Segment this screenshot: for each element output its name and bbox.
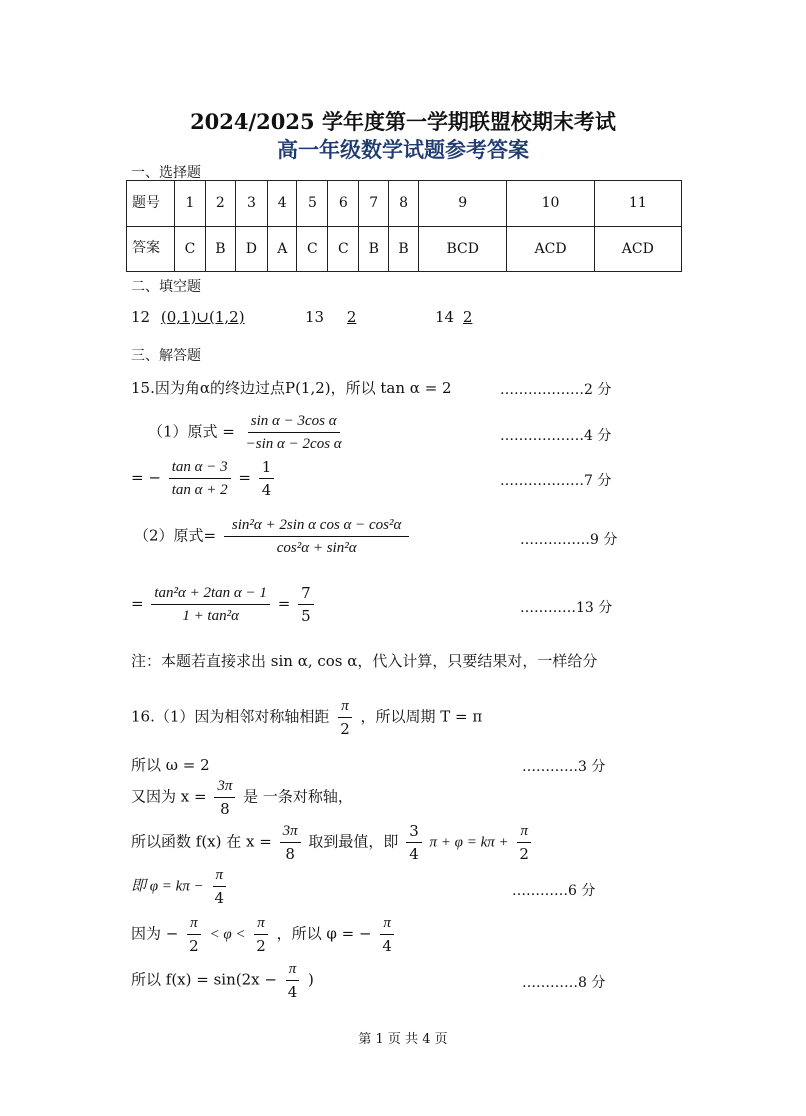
q-number: 1 (175, 181, 206, 227)
q15-note: 注：本题若直接求出 sin α, cos α，代入计算，只要结果对，一样给分 (131, 652, 598, 670)
q15-p1b-fraction (169, 458, 231, 499)
q-answer: A (268, 226, 297, 272)
q16-line4-c: π + φ = kπ + (429, 834, 509, 851)
q-number: 7 (359, 181, 389, 227)
q16-pi-b: π (517, 822, 531, 843)
row-label-answer: 答案 (127, 226, 175, 272)
q16-3-over-4 (406, 822, 422, 863)
q-number: 4 (268, 181, 297, 227)
q16-line3 (131, 777, 353, 818)
q-number: 5 (297, 181, 328, 227)
q16-3pi-b: 3π (280, 822, 301, 843)
section-solution-heading: 三、解答题 (131, 348, 201, 364)
q16-line7-a: 所以 f(x) = sin(2x − (131, 970, 277, 989)
q16-pi-g: π (286, 960, 300, 981)
table-row-answers (127, 226, 682, 272)
q-answer: B (359, 226, 389, 272)
q16-pi-e: π (254, 914, 268, 935)
q16-line5-a: 即 φ = kπ − (131, 878, 204, 895)
q-answer: ACD (594, 226, 681, 272)
q-number: 10 (507, 181, 594, 227)
q15-score3: ………………7 分 (500, 473, 612, 489)
fill-q12 (131, 308, 263, 326)
q16-line4-b: 取到最值，即 (308, 832, 399, 851)
q16-pi-c: π (213, 866, 227, 887)
q16-two-d: 2 (256, 937, 266, 955)
q16-eight-b: 8 (285, 845, 295, 863)
q15-p2b-numerator: tan²α + 2tan α − 1 (151, 584, 270, 605)
q-answer: C (328, 226, 359, 272)
q15-part2 (134, 516, 412, 557)
q15-score4: ……………9 分 (520, 532, 618, 548)
q16-four-c: 4 (382, 937, 392, 955)
section-fill-heading: 二、填空题 (131, 279, 201, 295)
q15-p1-fraction (243, 412, 345, 453)
q16-pi-over-2-b (516, 822, 532, 863)
q16-pi-d: π (187, 914, 201, 935)
q16-score1: …………3 分 (522, 759, 606, 775)
q16-line1-b: ，所以周期 T = π (360, 707, 483, 726)
q16-four-b: 4 (214, 889, 225, 907)
q-answer: D (235, 226, 267, 272)
q15-p1b-result (259, 458, 275, 499)
q16-pi-over-2-d (253, 914, 269, 955)
q15-p1-numerator: sin α − 3cos α (248, 412, 340, 433)
q16-line6-c: ，所以 φ = − (276, 924, 372, 943)
q16-line5 (131, 866, 230, 907)
q-number: 6 (328, 181, 359, 227)
row-label-number: 题号 (127, 181, 175, 227)
q16-four: 4 (409, 845, 419, 863)
q-number: 3 (235, 181, 267, 227)
q16-line3-b: 是 一条对称轴， (243, 787, 353, 806)
q-answer: C (175, 226, 206, 272)
q16-line1-a: 16.（1）因为相邻对称轴相距 (131, 707, 330, 726)
q16-line4 (131, 822, 535, 863)
q15-p2-prefix: （2）原式= (134, 526, 217, 545)
q15-p2b-denominator: 1 + tan²α (182, 608, 239, 624)
q15-part2-b: = $\frac{\text{tan²α + 2tan α − 1}}{\text{1 + tan²α}}$ = $\frac{7}{5}$ (131, 584, 317, 625)
q-answer: B (205, 226, 235, 272)
q15-p1b-numerator: tan α − 3 (169, 458, 231, 479)
q16-line1 (131, 697, 482, 738)
q15-score1: ………………2 分 (500, 382, 612, 398)
q12-answer: (0,1)∪(1,2) (160, 308, 245, 326)
q-answer: ACD (507, 226, 594, 272)
q13-label: 13 (305, 308, 325, 326)
q16-pi-over-4-b (379, 914, 395, 955)
q16-score2: …………6 分 (512, 883, 596, 899)
q15-p2-numerator: sin²α + 2sin α cos α − cos²α (224, 516, 409, 537)
q15-p1b-prefix: = − (131, 468, 161, 487)
q15-p2b-fraction (151, 584, 270, 625)
q16-pi-over-2 (337, 697, 353, 738)
q16-line3-a: 又因为 x = (131, 787, 207, 806)
fill-q13 (305, 308, 378, 326)
q15-p2-denominator: cos²α + sin²α (276, 540, 357, 556)
q16-eight: 8 (220, 800, 230, 818)
q16-line2: 所以 ω = 2 (131, 756, 210, 774)
q16-two-b: 2 (519, 845, 529, 863)
q-answer: B (389, 226, 419, 272)
q15-p2b-result-num: 7 (298, 584, 314, 605)
q-number: 11 (594, 181, 681, 227)
q-number: 2 (205, 181, 235, 227)
q16-line7-b: ) (308, 970, 314, 989)
q15-score2: ………………4 分 (500, 428, 612, 444)
q16-line6 (131, 914, 398, 955)
q15-p2b-result (298, 584, 314, 625)
q15-part1 (148, 412, 348, 453)
answer-table (126, 180, 682, 272)
q13-answer: 2 (346, 308, 357, 326)
q15-score5: …………13 分 (520, 600, 613, 616)
q14-answer: 2 (462, 308, 473, 326)
q16-two: 2 (340, 720, 350, 738)
q15-p1b-denominator: tan α + 2 (171, 482, 228, 498)
q16-line6-b: < φ < (209, 926, 246, 943)
q16-3pi-over-8-b (280, 822, 301, 863)
q16-pi: π (338, 697, 352, 718)
q15-p2-fraction (224, 516, 409, 557)
q16-3pi: 3π (214, 777, 235, 798)
q15-p1b-result-num: 1 (259, 458, 275, 479)
page-footer: 第 1 页 共 4 页 (358, 1032, 448, 1047)
section-choice-heading: 一、选择题 (131, 165, 201, 181)
q15-p2b-result-den: 5 (301, 607, 311, 625)
document-subtitle: 高一年级数学试题参考答案 (277, 137, 529, 162)
fill-q14 (435, 308, 488, 326)
q12-label: 12 (131, 308, 151, 326)
q16-three: 3 (406, 822, 422, 843)
table-row-numbers (127, 181, 682, 227)
q16-four-d: 4 (287, 983, 298, 1001)
q15-p1-denominator: −sin α − 2cos α (245, 436, 342, 452)
q15-p1-prefix: （1）原式 = (148, 422, 235, 441)
q-answer: BCD (418, 226, 506, 272)
q-number: 8 (389, 181, 419, 227)
q16-pi-over-4-c (285, 960, 301, 1001)
q15-line1: 15.因为角α的终边过点P(1,2)，所以 tan α = 2 (131, 379, 452, 397)
q16-two-c: 2 (189, 937, 199, 955)
q14-label: 14 (435, 308, 455, 326)
q16-pi-over-2-c (186, 914, 202, 955)
q-number: 9 (418, 181, 506, 227)
document-title: 2024/2025 学年度第一学期联盟校期末考试 (190, 109, 616, 134)
q-answer: C (297, 226, 328, 272)
q16-line4-a: 所以函数 f(x) 在 x = (131, 832, 272, 851)
q16-score3: …………8 分 (522, 975, 606, 991)
q16-line7 (131, 960, 314, 1001)
q15-p1b-result-den: 4 (261, 481, 272, 499)
q16-line6-a: 因为 − (131, 924, 179, 943)
q16-3pi-over-8 (214, 777, 235, 818)
q16-pi-over-4 (212, 866, 228, 907)
q15-part1-b: = − $\frac{\text{tan α − 3}}{\text{tan α + 2}}$ = $\frac{1}{4}$ (131, 458, 277, 499)
q16-pi-f: π (380, 914, 394, 935)
